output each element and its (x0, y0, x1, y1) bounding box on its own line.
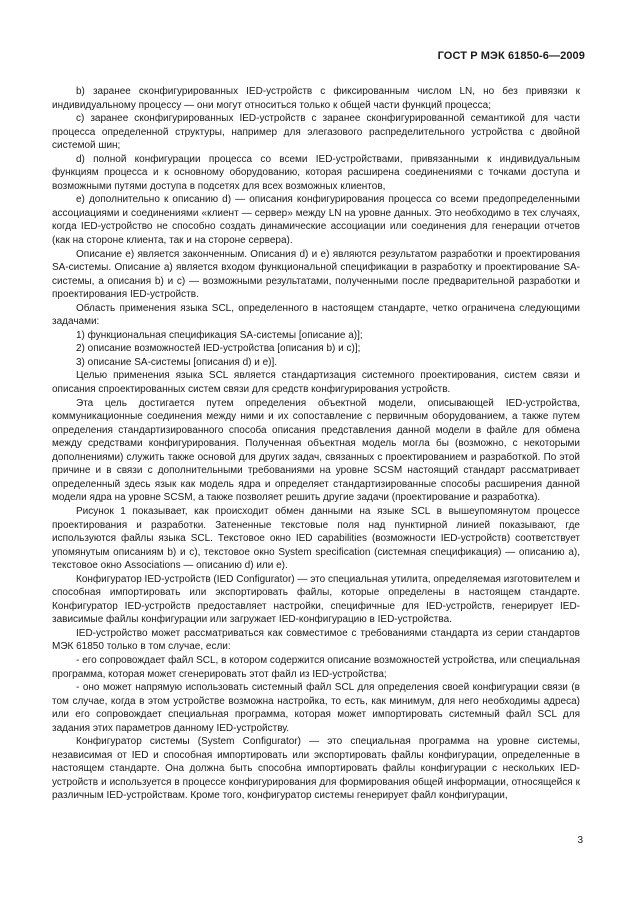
paragraph: Эта цель достигается путем определения объектной модели, описывающей IED-устройства, коммуникационные соединения между ними и их сопоставление с первичным оборудованием, а также путем определения стандартизированного способа описания представления данной модели в файле для обмена между средствами конфигурирования. Полученная объектная модель могла бы (возможно, с некоторыми дополнениями) служить также основой для других задач, связанных с проектированием и разработкой. По этой причине и в связи с дополнительными требованиями на уровне SCSM настоящий стандарт рассматривает определенный здесь язык как модель ядра и определяет стандартизированные способы расширения данной модели ядра на уровне SCSM, а также позволяет решить другие задачи (проектирование и разработка). (52, 397, 580, 504)
paragraph: Конфигуратор системы (System Configurator) — это специальная программа на уровне системы, независимая от IED и способная импортировать или экспортировать файлы конфигурации, определенные в настоящем стандарте. Она должна быть способна импортировать файлы конфигурации с нескольких IED-устройств и используется в процессе конфигурирования для формирования общей информации, относящейся к различным IED-устройствам. Кроме того, конфигуратор системы генерирует файл конфигурации, (52, 736, 580, 802)
paragraph: b) заранее сконфигурированных IED-устройств с фиксированным числом LN, но без привязки к индивидуальному процессу — они могут относиться только к общей части функций процесса; (52, 86, 580, 111)
list-item: 2) описание возможностей IED-устройства [описания b) и c)]; (76, 343, 361, 355)
paragraph: Конфигуратор IED-устройств (IED Configurator) — это специальная утилита, определяемая изготовителем и способная импортировать или экспортировать файлы, которые определены в настоящем стандарте. Конфигуратор IED-устройств предоставляет настройки, специфичные для IED-устройств, генерирует IED-зависимые файлы конфигурации или загружает IED-конфигурацию в IED-устройства. (52, 573, 580, 626)
paragraph: Рисунок 1 показывает, как происходит обмен данными на языке SCL в вышеупомянутом процессе проектирования и разработки. Затененные текстовые поля над пунктирной линией показывают, где используются файлы языка SCL. Текстовое окно IED capabilities (возможности IED-устройств) соответствует упомянутым описаниям b) и c), текстовое окно System specification (системная спецификация) — описанию a), текстовое окно Associations — описанию d) или e). (52, 505, 580, 572)
paragraph: e) дополнительно к описанию d) — описания конфигурирования процесса со всеми предопределенными ассоциациями и соединениями «клиент — сервер» между LN на уровне данных. Это необходимо в тех случаях, когда IED-устройство не способно создать динамические ассоциации или соединения для генерации отчетов (как на стороне клиента, так и на стороне сервера). (52, 194, 580, 247)
document-header: ГОСТ Р МЭК 61850-6—2009 (437, 50, 585, 62)
list-item: - его сопровождает файл SCL, в котором содержится описание возможностей устройства, или специальная программа, которая может сгенерировать этот файл из IED-устройства; (52, 654, 580, 680)
paragraph: c) заранее сконфигурированных IED-устройств с заранее сконфигурированной семантикой для части процесса определенной структуры, например для элегазового распределительного устройства с двойной системой шин; (52, 113, 580, 152)
paragraph: Описание e) является законченным. Описания d) и e) являются результатом разработки и проектирования SA-системы. Описание a) является входом функциональной спецификации в разработку и проектирование SA-системы, а описания b) и c) — возможными результатами, полученными после предварительной разработки и проектирования IED-устройств. (52, 248, 580, 301)
paragraph: d) полной конфигурации процесса со всеми IED-устройствами, привязанными к индивидуальным функциям процесса и к основному оборудованию, которая расширена соединениями с точками доступа и возможными путями доступа в подсетях для всех возможных клиентов, (52, 153, 580, 192)
list-item: 3) описание SA-системы [описания d) и e)]. (76, 356, 278, 368)
paragraph: IED-устройство может рассматриваться как совместимое с требованиями стандарта из серии стандартов МЭК 61850 только в том случае, если: (52, 627, 580, 653)
paragraph: Область применения языка SCL, определенного в настоящем стандарте, четко ограничена следующими задачами: (52, 302, 580, 328)
page-number: 3 (577, 835, 583, 846)
body-text (52, 85, 580, 803)
list-item: - оно может напрямую использовать системный файл SCL для определения своей конфигурации связи (в том случае, когда в этом устройстве возможна настройка, то есть, как минимум, для него необходимы адреса) или его сопровождает специальная программа, которая может импортировать системный файл SCL для задания этих параметров данному IED-устройству. (52, 682, 580, 734)
list-item: 1) функциональная спецификация SA-системы [описание a)]; (76, 329, 363, 341)
paragraph: Целью применения языка SCL является стандартизация системного проектирования, систем связи и описания спроектированных систем связи для средств конфигурирования устройств. (52, 370, 580, 396)
